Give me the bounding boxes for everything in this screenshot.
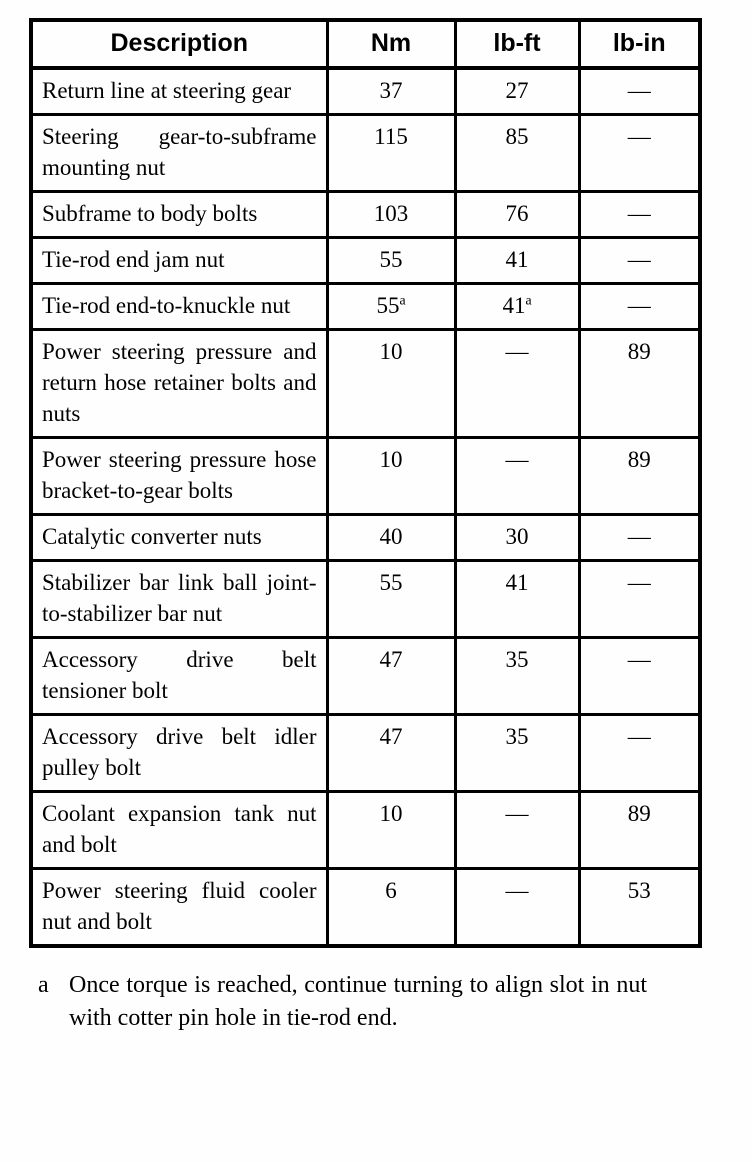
lb-ft-cell xyxy=(455,238,579,284)
lb-in-cell xyxy=(579,284,700,330)
description-cell xyxy=(31,68,327,115)
torque-value: 37 xyxy=(379,78,403,103)
nm-cell xyxy=(327,515,455,561)
lb-in-cell xyxy=(579,715,700,792)
lb-in-cell xyxy=(579,438,700,515)
table-row xyxy=(31,515,700,561)
torque-value: 35 xyxy=(505,647,529,672)
lb-in-cell xyxy=(579,330,700,438)
torque-value: 89 xyxy=(627,801,651,826)
torque-value: — xyxy=(627,293,651,318)
lb-in-cell xyxy=(579,68,700,115)
nm-cell xyxy=(327,68,455,115)
torque-value: 35 xyxy=(505,724,529,749)
lb-ft-cell xyxy=(455,68,579,115)
nm-cell xyxy=(327,192,455,238)
lb-in-cell xyxy=(579,515,700,561)
table-row xyxy=(31,792,700,869)
table-row xyxy=(31,238,700,284)
table-row xyxy=(31,561,700,638)
description-cell xyxy=(31,284,327,330)
table-row xyxy=(31,715,700,792)
description-text: Tie-rod end-to-knuckle nut xyxy=(42,293,291,318)
lb-ft-cell xyxy=(455,330,579,438)
column-header-lb-in: lb-in xyxy=(579,20,700,68)
description-cell xyxy=(31,638,327,715)
description-cell xyxy=(31,869,327,947)
description-cell xyxy=(31,515,327,561)
lb-in-cell xyxy=(579,869,700,947)
nm-cell xyxy=(327,438,455,515)
torque-value: 47 xyxy=(379,647,403,672)
table-row xyxy=(31,869,700,947)
lb-ft-cell xyxy=(455,115,579,192)
torque-value: 41 xyxy=(505,570,529,595)
description-text: Tie-rod end jam nut xyxy=(42,247,225,272)
description-text: Power steering pressure hose bracket-to-gear bolts xyxy=(42,447,317,503)
torque-value: — xyxy=(505,339,529,364)
lb-ft-cell xyxy=(455,792,579,869)
footnote xyxy=(29,969,752,1035)
nm-cell xyxy=(327,115,455,192)
torque-value: 30 xyxy=(505,524,529,549)
lb-in-cell xyxy=(579,115,700,192)
torque-value: — xyxy=(627,124,651,149)
torque-value: 76 xyxy=(505,201,529,226)
torque-value: 41 xyxy=(502,293,526,318)
nm-cell xyxy=(327,715,455,792)
footnote-text: Once torque is reached, continue turning to align slot in nut with cotter pin hole in tie-rod end. xyxy=(69,972,647,1031)
description-text: Power steering pressure and return hose retainer bolts and nuts xyxy=(42,339,317,426)
nm-cell xyxy=(327,330,455,438)
lb-in-cell xyxy=(579,192,700,238)
description-cell xyxy=(31,792,327,869)
description-text: Return line at steering gear xyxy=(42,78,292,103)
torque-value: 89 xyxy=(627,447,651,472)
table-row xyxy=(31,68,700,115)
nm-cell xyxy=(327,284,455,330)
column-header-nm: Nm xyxy=(327,20,455,68)
torque-value: 89 xyxy=(627,339,651,364)
torque-value: — xyxy=(627,570,651,595)
description-cell xyxy=(31,715,327,792)
torque-value: — xyxy=(505,801,529,826)
lb-ft-cell xyxy=(455,284,579,330)
description-text: Subframe to body bolts xyxy=(42,201,258,226)
lb-ft-cell xyxy=(455,561,579,638)
description-cell xyxy=(31,561,327,638)
description-cell xyxy=(31,192,327,238)
table-row xyxy=(31,438,700,515)
torque-value: — xyxy=(627,247,651,272)
description-text: Stabilizer bar link ball joint-to-stabilizer bar nut xyxy=(42,570,317,626)
torque-value: 10 xyxy=(379,801,403,826)
column-header-description: Description xyxy=(31,20,327,68)
description-cell xyxy=(31,115,327,192)
nm-cell xyxy=(327,638,455,715)
footnote-reference: a xyxy=(525,292,532,308)
table-row xyxy=(31,284,700,330)
table-row xyxy=(31,115,700,192)
description-cell xyxy=(31,238,327,284)
header-row xyxy=(31,20,700,68)
torque-value: — xyxy=(505,447,529,472)
torque-value: 55 xyxy=(379,570,403,595)
nm-cell xyxy=(327,561,455,638)
torque-value: 40 xyxy=(379,524,403,549)
lb-ft-cell xyxy=(455,638,579,715)
footnote-reference: a xyxy=(399,292,406,308)
torque-value: 27 xyxy=(505,78,529,103)
nm-cell xyxy=(327,869,455,947)
torque-value: — xyxy=(627,647,651,672)
lb-in-cell xyxy=(579,561,700,638)
torque-value: 85 xyxy=(505,124,529,149)
torque-value: 55 xyxy=(379,247,403,272)
table-row xyxy=(31,638,700,715)
table-row xyxy=(31,192,700,238)
description-text: Accessory drive belt idler pulley bolt xyxy=(42,724,317,780)
torque-value: 6 xyxy=(385,878,397,903)
torque-value: 41 xyxy=(505,247,529,272)
torque-spec-table xyxy=(29,18,702,948)
torque-value: — xyxy=(627,201,651,226)
nm-cell xyxy=(327,792,455,869)
lb-ft-cell xyxy=(455,515,579,561)
footnote-marker: a xyxy=(38,972,49,998)
torque-value: 10 xyxy=(379,339,403,364)
table-row xyxy=(31,330,700,438)
description-text: Power steering fluid cooler nut and bolt xyxy=(42,878,317,934)
description-text: Steering gear-to-subframe mounting nut xyxy=(42,124,317,180)
lb-in-cell xyxy=(579,638,700,715)
torque-value: — xyxy=(627,524,651,549)
description-text: Accessory drive belt tensioner bolt xyxy=(42,647,317,703)
lb-in-cell xyxy=(579,238,700,284)
description-text: Catalytic converter nuts xyxy=(42,524,262,549)
description-text: Coolant expansion tank nut and bolt xyxy=(42,801,317,857)
torque-value: 47 xyxy=(379,724,403,749)
lb-ft-cell xyxy=(455,715,579,792)
torque-value: — xyxy=(627,724,651,749)
torque-value: 53 xyxy=(627,878,651,903)
torque-value: — xyxy=(505,878,529,903)
lb-ft-cell xyxy=(455,192,579,238)
torque-value: 115 xyxy=(374,124,408,149)
torque-value: — xyxy=(627,78,651,103)
torque-value: 55 xyxy=(376,293,400,318)
description-cell xyxy=(31,438,327,515)
lb-ft-cell xyxy=(455,438,579,515)
description-cell xyxy=(31,330,327,438)
nm-cell xyxy=(327,238,455,284)
lb-in-cell xyxy=(579,792,700,869)
torque-value: 10 xyxy=(379,447,403,472)
torque-value: 103 xyxy=(373,201,409,226)
column-header-lb-ft: lb-ft xyxy=(455,20,579,68)
lb-ft-cell xyxy=(455,869,579,947)
